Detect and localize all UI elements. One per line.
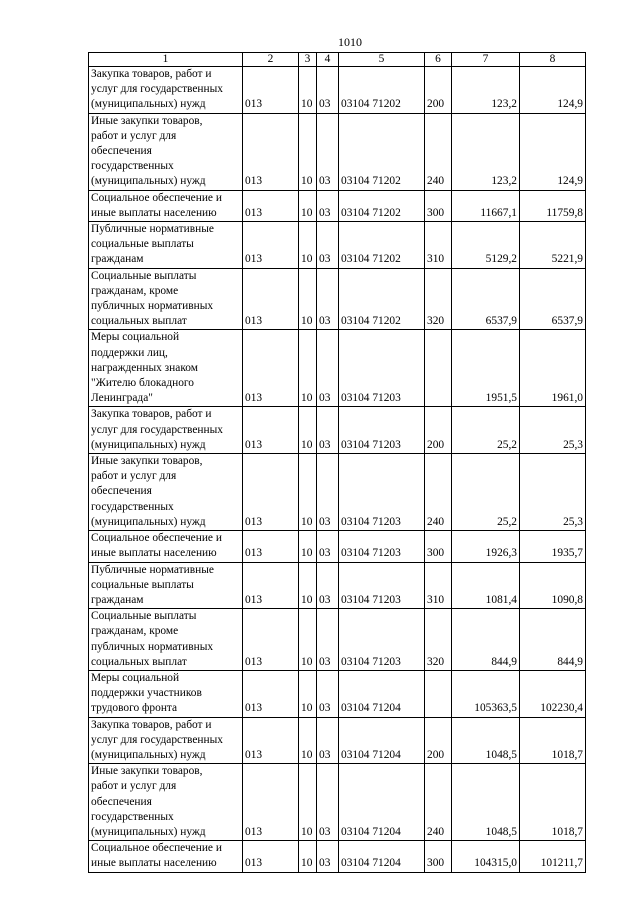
header-cell-5: 5	[339, 53, 425, 67]
row-name-cell: Иные закупки товаров, работ и услуг для обеспечения государственных (муниципальных) нужд	[89, 764, 243, 841]
subsection-cell: 03	[317, 113, 339, 190]
target-article-cell: 03104 71202	[339, 67, 425, 114]
expense-type-cell: 300	[425, 531, 452, 562]
expense-type-cell	[425, 670, 452, 717]
page-number: 1010	[338, 35, 362, 49]
subsection-cell: 03	[317, 764, 339, 841]
amount-2-cell: 1090,8	[520, 562, 586, 609]
target-article-cell: 03104 71203	[339, 407, 425, 454]
header-cell-1: 1	[89, 53, 243, 67]
header-cell-8: 8	[520, 53, 586, 67]
section-cell: 10	[299, 67, 317, 114]
row-name-cell: Социальное обеспечение и иные выплаты населению	[89, 531, 243, 562]
section-cell: 10	[299, 562, 317, 609]
admin-code-cell: 013	[243, 841, 299, 872]
amount-2-cell: 25,3	[520, 454, 586, 531]
amount-2-cell: 25,3	[520, 407, 586, 454]
amount-1-cell: 104315,0	[452, 841, 520, 872]
target-article-cell: 03104 71204	[339, 841, 425, 872]
admin-code-cell: 013	[243, 764, 299, 841]
admin-code-cell: 013	[243, 531, 299, 562]
row-name-cell: Публичные нормативные социальные выплаты гражданам	[89, 222, 243, 269]
subsection-cell: 03	[317, 190, 339, 221]
admin-code-cell: 013	[243, 609, 299, 671]
target-article-cell: 03104 71202	[339, 222, 425, 269]
amount-1-cell: 123,2	[452, 67, 520, 114]
amount-2-cell: 102230,4	[520, 670, 586, 717]
admin-code-cell: 013	[243, 190, 299, 221]
target-article-cell: 03104 71203	[339, 531, 425, 562]
amount-2-cell: 1018,7	[520, 764, 586, 841]
row-name-cell: Закупка товаров, работ и услуг для государственных (муниципальных) нужд	[89, 407, 243, 454]
budget-table	[88, 52, 586, 873]
header-cell-4: 4	[317, 53, 339, 67]
amount-1-cell: 11667,1	[452, 190, 520, 221]
row-name-cell: Меры социальной поддержки лиц, награжденных знаком "Жителю блокадного Ленинграда"	[89, 330, 243, 407]
amount-1-cell: 1081,4	[452, 562, 520, 609]
table-row	[89, 531, 586, 562]
expense-type-cell: 240	[425, 113, 452, 190]
subsection-cell: 03	[317, 609, 339, 671]
admin-code-cell: 013	[243, 268, 299, 330]
table-row	[89, 764, 586, 841]
target-article-cell: 03104 71202	[339, 190, 425, 221]
section-cell: 10	[299, 609, 317, 671]
table-row	[89, 609, 586, 671]
target-article-cell: 03104 71203	[339, 330, 425, 407]
expense-type-cell: 300	[425, 190, 452, 221]
row-name-cell: Социальное обеспечение и иные выплаты населению	[89, 190, 243, 221]
header-row	[89, 53, 586, 67]
amount-1-cell: 1926,3	[452, 531, 520, 562]
section-cell: 10	[299, 454, 317, 531]
row-name-cell: Социальные выплаты гражданам, кроме публичных нормативных социальных выплат	[89, 609, 243, 671]
amount-2-cell: 1018,7	[520, 717, 586, 764]
subsection-cell: 03	[317, 531, 339, 562]
amount-1-cell: 844,9	[452, 609, 520, 671]
row-name-cell: Иные закупки товаров, работ и услуг для обеспечения государственных (муниципальных) нужд	[89, 113, 243, 190]
expense-type-cell: 310	[425, 562, 452, 609]
expense-type-cell: 300	[425, 841, 452, 872]
row-name-cell: Закупка товаров, работ и услуг для государственных (муниципальных) нужд	[89, 717, 243, 764]
row-name-cell: Иные закупки товаров, работ и услуг для обеспечения государственных (муниципальных) нужд	[89, 454, 243, 531]
section-cell: 10	[299, 670, 317, 717]
section-cell: 10	[299, 531, 317, 562]
subsection-cell: 03	[317, 222, 339, 269]
amount-1-cell: 6537,9	[452, 268, 520, 330]
amount-1-cell: 1951,5	[452, 330, 520, 407]
admin-code-cell: 013	[243, 407, 299, 454]
section-cell: 10	[299, 841, 317, 872]
expense-type-cell: 320	[425, 268, 452, 330]
header-cell-2: 2	[243, 53, 299, 67]
amount-1-cell: 1048,5	[452, 717, 520, 764]
table-row	[89, 330, 586, 407]
admin-code-cell: 013	[243, 222, 299, 269]
amount-1-cell: 25,2	[452, 407, 520, 454]
admin-code-cell: 013	[243, 67, 299, 114]
amount-1-cell: 1048,5	[452, 764, 520, 841]
row-name-cell: Закупка товаров, работ и услуг для государственных (муниципальных) нужд	[89, 67, 243, 114]
amount-2-cell: 124,9	[520, 67, 586, 114]
section-cell: 10	[299, 330, 317, 407]
table-row	[89, 190, 586, 221]
expense-type-cell: 240	[425, 454, 452, 531]
section-cell: 10	[299, 717, 317, 764]
amount-2-cell: 6537,9	[520, 268, 586, 330]
amount-2-cell: 1961,0	[520, 330, 586, 407]
table-row	[89, 562, 586, 609]
subsection-cell: 03	[317, 841, 339, 872]
row-name-cell: Социальное обеспечение и иные выплаты населению	[89, 841, 243, 872]
amount-1-cell: 25,2	[452, 454, 520, 531]
header-cell-7: 7	[452, 53, 520, 67]
target-article-cell: 03104 71204	[339, 764, 425, 841]
target-article-cell: 03104 71203	[339, 609, 425, 671]
expense-type-cell	[425, 330, 452, 407]
admin-code-cell: 013	[243, 330, 299, 407]
row-name-cell: Публичные нормативные социальные выплаты гражданам	[89, 562, 243, 609]
table-body	[89, 53, 586, 873]
table-row	[89, 717, 586, 764]
expense-type-cell: 200	[425, 407, 452, 454]
subsection-cell: 03	[317, 330, 339, 407]
table-row	[89, 113, 586, 190]
expense-type-cell: 320	[425, 609, 452, 671]
table-row	[89, 670, 586, 717]
table-row	[89, 222, 586, 269]
amount-2-cell: 5221,9	[520, 222, 586, 269]
section-cell: 10	[299, 113, 317, 190]
admin-code-cell: 013	[243, 454, 299, 531]
subsection-cell: 03	[317, 717, 339, 764]
amount-1-cell: 105363,5	[452, 670, 520, 717]
target-article-cell: 03104 71202	[339, 113, 425, 190]
table-row	[89, 841, 586, 872]
expense-type-cell: 310	[425, 222, 452, 269]
amount-1-cell: 5129,2	[452, 222, 520, 269]
target-article-cell: 03104 71204	[339, 670, 425, 717]
admin-code-cell: 013	[243, 562, 299, 609]
amount-2-cell: 1935,7	[520, 531, 586, 562]
subsection-cell: 03	[317, 454, 339, 531]
table-row	[89, 268, 586, 330]
row-name-cell: Меры социальной поддержки участников трудового фронта	[89, 670, 243, 717]
amount-2-cell: 124,9	[520, 113, 586, 190]
row-name-cell: Социальные выплаты гражданам, кроме публичных нормативных социальных выплат	[89, 268, 243, 330]
header-cell-6: 6	[425, 53, 452, 67]
table-row	[89, 67, 586, 114]
admin-code-cell: 013	[243, 670, 299, 717]
section-cell: 10	[299, 764, 317, 841]
admin-code-cell: 013	[243, 717, 299, 764]
target-article-cell: 03104 71203	[339, 454, 425, 531]
target-article-cell: 03104 71204	[339, 717, 425, 764]
section-cell: 10	[299, 268, 317, 330]
expense-type-cell: 240	[425, 764, 452, 841]
subsection-cell: 03	[317, 67, 339, 114]
admin-code-cell: 013	[243, 113, 299, 190]
amount-1-cell: 123,2	[452, 113, 520, 190]
subsection-cell: 03	[317, 670, 339, 717]
target-article-cell: 03104 71203	[339, 562, 425, 609]
target-article-cell: 03104 71202	[339, 268, 425, 330]
subsection-cell: 03	[317, 268, 339, 330]
expense-type-cell: 200	[425, 717, 452, 764]
table-row	[89, 407, 586, 454]
header-cell-3: 3	[299, 53, 317, 67]
amount-2-cell: 101211,7	[520, 841, 586, 872]
section-cell: 10	[299, 190, 317, 221]
subsection-cell: 03	[317, 562, 339, 609]
section-cell: 10	[299, 407, 317, 454]
table-row	[89, 454, 586, 531]
section-cell: 10	[299, 222, 317, 269]
amount-2-cell: 844,9	[520, 609, 586, 671]
amount-2-cell: 11759,8	[520, 190, 586, 221]
subsection-cell: 03	[317, 407, 339, 454]
expense-type-cell: 200	[425, 67, 452, 114]
